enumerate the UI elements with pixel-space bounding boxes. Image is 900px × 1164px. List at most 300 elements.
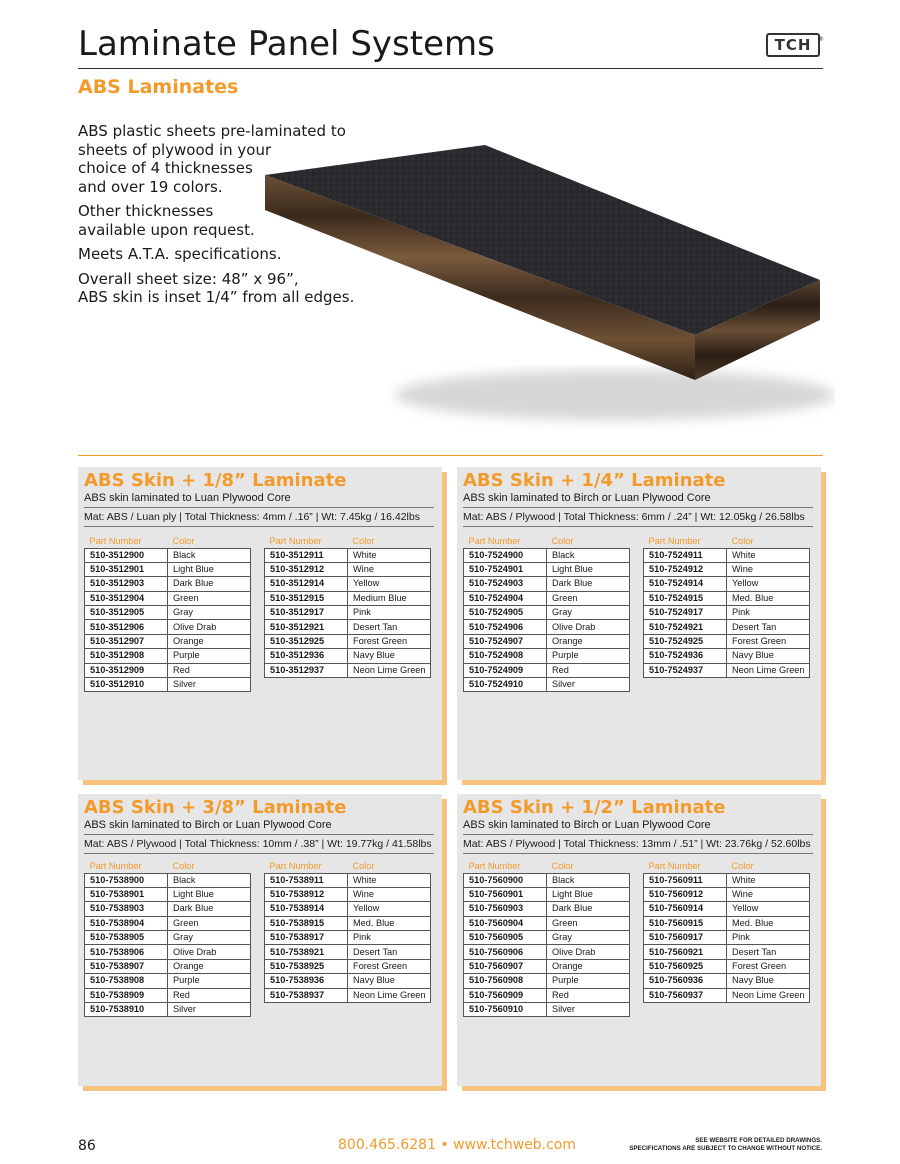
table-row (85, 577, 251, 591)
table-row (265, 988, 431, 1002)
table-row (265, 887, 431, 901)
parts-table-left (463, 860, 630, 1017)
table-row (464, 1003, 630, 1017)
part-number-cell: 510-7524921 (644, 620, 727, 634)
product-card-1-4 (457, 467, 821, 780)
table-row (85, 649, 251, 663)
table-row (644, 548, 810, 562)
color-cell: Neon Lime Green (727, 663, 810, 677)
part-number-cell: 510-7524917 (644, 606, 727, 620)
table-row (265, 916, 431, 930)
color-cell: Desert Tan (348, 620, 431, 634)
part-number-cell: 510-3512901 (85, 562, 168, 576)
table-row (85, 988, 251, 1002)
card-title: ABS Skin + 1/2” Laminate (463, 797, 726, 818)
card-material-spec: Mat: ABS / Plywood | Total Thickness: 6mm / .24” | Wt: 12.05kg / 26.58lbs (463, 511, 805, 523)
table-row (85, 620, 251, 634)
footer-note-line: SPECIFICATIONS ARE SUBJECT TO CHANGE WITHOUT NOTICE. (629, 1145, 822, 1152)
table-row (265, 562, 431, 576)
table-header-row (85, 535, 251, 548)
card-header (463, 797, 725, 831)
part-number-cell: 510-7560936 (644, 974, 727, 988)
card-header (463, 470, 725, 504)
part-number-cell: 510-3512903 (85, 577, 168, 591)
column-header-part-number: Part Number (648, 536, 701, 547)
part-number-cell: 510-3512914 (265, 577, 348, 591)
part-number-cell: 510-7560905 (464, 931, 547, 945)
color-cell: Silver (168, 678, 251, 692)
table-row (85, 959, 251, 973)
table-header-row (464, 860, 630, 873)
table-row (464, 974, 630, 988)
part-number-cell: 510-7538921 (265, 945, 348, 959)
part-number-cell: 510-7538900 (85, 873, 168, 887)
table-row (85, 902, 251, 916)
part-number-cell: 510-7560912 (644, 887, 727, 901)
color-cell: White (348, 873, 431, 887)
table-row (464, 634, 630, 648)
color-cell: Silver (168, 1003, 251, 1017)
card-material-spec: Mat: ABS / Plywood | Total Thickness: 10mm / .38” | Wt: 19.77kg / 41.58lbs (84, 838, 432, 850)
color-cell: Purple (547, 974, 630, 988)
table-row (85, 562, 251, 576)
footer-note-line: SEE WEBSITE FOR DETAILED DRAWINGS. (695, 1137, 822, 1144)
footer-contact: 800.465.6281 • www.tchweb.com (338, 1137, 577, 1153)
table-row (644, 577, 810, 591)
table-row (265, 931, 431, 945)
parts-table-right (643, 860, 810, 1003)
table-row (644, 620, 810, 634)
card-material-spec: Mat: ABS / Plywood | Total Thickness: 13mm / .51” | Wt: 23.76kg / 52.60lbs (463, 838, 811, 850)
intro-paragraph: Meets A.T.A. specifications. (78, 245, 282, 263)
part-number-cell: 510-7524903 (464, 577, 547, 591)
color-cell: Wine (727, 562, 810, 576)
column-header-color: Color (172, 861, 195, 872)
table-header-row (464, 535, 630, 548)
table-row (85, 945, 251, 959)
parts-table-left (463, 535, 630, 692)
table-row (85, 678, 251, 692)
part-number-cell: 510-3512910 (85, 678, 168, 692)
card-rule (84, 526, 434, 527)
color-cell: Olive Drab (547, 945, 630, 959)
table-row (644, 591, 810, 605)
intro-paragraph: Overall sheet size: 48” x 96”, ABS skin is inset 1/4” from all edges. (78, 269, 355, 306)
part-number-cell: 510-3512909 (85, 663, 168, 677)
part-number-cell: 510-7524936 (644, 649, 727, 663)
color-cell: Silver (547, 678, 630, 692)
color-cell: Light Blue (168, 887, 251, 901)
part-number-cell: 510-7524900 (464, 548, 547, 562)
part-number-cell: 510-7560921 (644, 945, 727, 959)
table-row (464, 663, 630, 677)
part-number-cell: 510-7538909 (85, 988, 168, 1002)
color-cell: Navy Blue (727, 974, 810, 988)
table-row (85, 916, 251, 930)
color-cell: Black (168, 873, 251, 887)
table-row (464, 678, 630, 692)
table-row (85, 663, 251, 677)
color-cell: White (727, 548, 810, 562)
table-row (644, 887, 810, 901)
color-cell: Desert Tan (727, 620, 810, 634)
table-row (85, 887, 251, 901)
table-row (464, 902, 630, 916)
card-rule (463, 853, 813, 854)
part-number-cell: 510-7538907 (85, 959, 168, 973)
table-header-row (85, 860, 251, 873)
color-cell: Light Blue (547, 887, 630, 901)
part-number-cell: 510-7560925 (644, 959, 727, 973)
color-cell: Neon Lime Green (727, 988, 810, 1002)
table-row (265, 945, 431, 959)
table-row (644, 606, 810, 620)
part-number-cell: 510-7538925 (265, 959, 348, 973)
part-number-cell: 510-7538901 (85, 887, 168, 901)
color-cell: Dark Blue (547, 577, 630, 591)
product-card-1-8 (78, 467, 442, 780)
column-header-color: Color (551, 861, 574, 872)
color-cell: Green (547, 916, 630, 930)
card-title: ABS Skin + 3/8” Laminate (84, 797, 347, 818)
color-cell: Dark Blue (168, 577, 251, 591)
color-cell: Orange (547, 634, 630, 648)
table-row (464, 887, 630, 901)
color-cell: Yellow (348, 577, 431, 591)
part-number-cell: 510-7524905 (464, 606, 547, 620)
table-row (85, 1003, 251, 1017)
table-row (85, 591, 251, 605)
color-cell: Yellow (348, 902, 431, 916)
part-number-cell: 510-7524907 (464, 634, 547, 648)
panel-shadow (395, 370, 835, 420)
color-cell: Desert Tan (348, 945, 431, 959)
color-cell: Orange (547, 959, 630, 973)
part-number-cell: 510-3512906 (85, 620, 168, 634)
part-number-cell: 510-7524912 (644, 562, 727, 576)
part-number-cell: 510-7560906 (464, 945, 547, 959)
part-number-cell: 510-7524937 (644, 663, 727, 677)
color-cell: Red (547, 988, 630, 1002)
color-cell: Light Blue (168, 562, 251, 576)
table-row (464, 548, 630, 562)
color-cell: Dark Blue (547, 902, 630, 916)
color-cell: Navy Blue (727, 649, 810, 663)
color-cell: Gray (547, 931, 630, 945)
color-cell: Neon Lime Green (348, 663, 431, 677)
intro-paragraph: Other thicknesses available upon request. (78, 202, 255, 239)
table-row (644, 634, 810, 648)
parts-table-right (643, 535, 810, 678)
table-row (644, 902, 810, 916)
color-cell: Green (168, 591, 251, 605)
table-row (265, 959, 431, 973)
column-header-color: Color (731, 861, 754, 872)
color-cell: Olive Drab (168, 945, 251, 959)
part-number-cell: 510-3512907 (85, 634, 168, 648)
color-cell: Gray (168, 606, 251, 620)
card-rule (84, 507, 434, 508)
part-number-cell: 510-7538937 (265, 988, 348, 1002)
color-cell: Red (547, 663, 630, 677)
product-card-3-8 (78, 794, 442, 1086)
table-row (644, 649, 810, 663)
column-header-part-number: Part Number (89, 536, 142, 547)
card-header (84, 797, 346, 831)
color-cell: Forest Green (727, 959, 810, 973)
part-number-cell: 510-7560910 (464, 1003, 547, 1017)
column-header-part-number: Part Number (89, 861, 142, 872)
part-number-cell: 510-7560911 (644, 873, 727, 887)
part-number-cell: 510-7538911 (265, 873, 348, 887)
part-number-cell: 510-7538908 (85, 974, 168, 988)
color-cell: Olive Drab (168, 620, 251, 634)
card-subtitle: ABS skin laminated to Birch or Luan Plywood Core (463, 819, 711, 831)
logo-trademark: ® (818, 36, 825, 43)
part-number-cell: 510-7524911 (644, 548, 727, 562)
page-title: Laminate Panel Systems (78, 24, 495, 64)
table-header-row (265, 535, 431, 548)
table-row (464, 562, 630, 576)
parts-table-left (84, 860, 251, 1017)
color-cell: Wine (348, 887, 431, 901)
table-row (85, 606, 251, 620)
table-row (265, 634, 431, 648)
color-cell: Silver (547, 1003, 630, 1017)
column-header-part-number: Part Number (648, 861, 701, 872)
table-row (464, 649, 630, 663)
part-number-cell: 510-3512937 (265, 663, 348, 677)
part-number-cell: 510-7524914 (644, 577, 727, 591)
part-number-cell: 510-3512915 (265, 591, 348, 605)
table-row (464, 959, 630, 973)
column-header-color: Color (172, 536, 195, 547)
logo-text: TCH (774, 36, 812, 54)
table-header-row (644, 535, 810, 548)
table-row (85, 974, 251, 988)
color-cell: Green (547, 591, 630, 605)
intro-paragraph: ABS plastic sheets pre-laminated to sheets of plywood in your choice of 4 thicknesses and over 19 colors. (78, 122, 346, 196)
part-number-cell: 510-3512912 (265, 562, 348, 576)
part-number-cell: 510-3512921 (265, 620, 348, 634)
color-cell: Wine (727, 887, 810, 901)
part-number-cell: 510-7538914 (265, 902, 348, 916)
color-cell: Red (168, 663, 251, 677)
part-number-cell: 510-7524915 (644, 591, 727, 605)
table-row (265, 663, 431, 677)
part-number-cell: 510-7538904 (85, 916, 168, 930)
part-number-cell: 510-3512917 (265, 606, 348, 620)
part-number-cell: 510-7560907 (464, 959, 547, 973)
color-cell: White (727, 873, 810, 887)
part-number-cell: 510-7560903 (464, 902, 547, 916)
color-cell: Navy Blue (348, 649, 431, 663)
parts-table-left (84, 535, 251, 692)
column-header-color: Color (731, 536, 754, 547)
column-header-color: Color (551, 536, 574, 547)
color-cell: Gray (547, 606, 630, 620)
part-number-cell: 510-7560908 (464, 974, 547, 988)
table-row (265, 873, 431, 887)
color-cell: Olive Drab (547, 620, 630, 634)
color-cell: Desert Tan (727, 945, 810, 959)
color-cell: Black (547, 548, 630, 562)
table-row (464, 591, 630, 605)
color-cell: Wine (348, 562, 431, 576)
table-row (265, 649, 431, 663)
color-cell: Med. Blue (348, 916, 431, 930)
table-row (85, 873, 251, 887)
table-row (265, 548, 431, 562)
table-row (644, 873, 810, 887)
table-row (265, 606, 431, 620)
column-header-part-number: Part Number (269, 861, 322, 872)
card-material-spec: Mat: ABS / Luan ply | Total Thickness: 4mm / .16” | Wt: 7.45kg / 16.42lbs (84, 511, 420, 523)
part-number-cell: 510-7524908 (464, 649, 547, 663)
table-row (265, 974, 431, 988)
card-subtitle: ABS skin laminated to Birch or Luan Plywood Core (463, 492, 711, 504)
color-cell: Med. Blue (727, 591, 810, 605)
table-row (265, 577, 431, 591)
column-header-part-number: Part Number (269, 536, 322, 547)
part-number-cell: 510-7538915 (265, 916, 348, 930)
part-number-cell: 510-3512936 (265, 649, 348, 663)
parts-table-right (264, 535, 431, 678)
page-number: 86 (78, 1138, 96, 1154)
color-cell: White (348, 548, 431, 562)
part-number-cell: 510-3512905 (85, 606, 168, 620)
part-number-cell: 510-3512904 (85, 591, 168, 605)
title-rule (78, 68, 823, 69)
color-cell: Black (168, 548, 251, 562)
color-cell: Yellow (727, 902, 810, 916)
parts-table-right (264, 860, 431, 1003)
product-card-1-2 (457, 794, 821, 1086)
part-number-cell: 510-3512908 (85, 649, 168, 663)
part-number-cell: 510-7560900 (464, 873, 547, 887)
table-row (644, 974, 810, 988)
card-rule (84, 834, 434, 835)
table-row (85, 548, 251, 562)
table-header-row (265, 860, 431, 873)
color-cell: Forest Green (727, 634, 810, 648)
table-row (265, 902, 431, 916)
table-row (644, 663, 810, 677)
table-row (644, 959, 810, 973)
color-cell: Navy Blue (348, 974, 431, 988)
part-number-cell: 510-3512911 (265, 548, 348, 562)
card-subtitle: ABS skin laminated to Birch or Luan Plywood Core (84, 819, 332, 831)
color-cell: Orange (168, 959, 251, 973)
part-number-cell: 510-7524901 (464, 562, 547, 576)
part-number-cell: 510-7538905 (85, 931, 168, 945)
table-row (464, 916, 630, 930)
column-header-part-number: Part Number (468, 536, 521, 547)
color-cell: Pink (348, 606, 431, 620)
card-rule (463, 507, 813, 508)
table-row (464, 620, 630, 634)
part-number-cell: 510-7524904 (464, 591, 547, 605)
table-row (464, 606, 630, 620)
table-row (644, 562, 810, 576)
part-number-cell: 510-7538936 (265, 974, 348, 988)
color-cell: Green (168, 916, 251, 930)
color-cell: Med. Blue (727, 916, 810, 930)
table-row (85, 634, 251, 648)
section-subtitle: ABS Laminates (78, 76, 239, 98)
part-number-cell: 510-7524909 (464, 663, 547, 677)
card-header (84, 470, 346, 504)
part-number-cell: 510-3512900 (85, 548, 168, 562)
color-cell: Pink (727, 606, 810, 620)
part-number-cell: 510-7538910 (85, 1003, 168, 1017)
part-number-cell: 510-7538917 (265, 931, 348, 945)
color-cell: Dark Blue (168, 902, 251, 916)
card-title: ABS Skin + 1/8” Laminate (84, 470, 347, 491)
color-cell: Gray (168, 931, 251, 945)
color-cell: Yellow (727, 577, 810, 591)
color-cell: Purple (547, 649, 630, 663)
color-cell: Medium Blue (348, 591, 431, 605)
footer-disclaimer (629, 1137, 822, 1153)
part-number-cell: 510-7560917 (644, 931, 727, 945)
color-cell: Pink (348, 931, 431, 945)
part-number-cell: 510-7560909 (464, 988, 547, 1002)
card-rule (84, 853, 434, 854)
table-row (644, 988, 810, 1002)
color-cell: Neon Lime Green (348, 988, 431, 1002)
part-number-cell: 510-7524906 (464, 620, 547, 634)
part-number-cell: 510-7538903 (85, 902, 168, 916)
table-row (644, 945, 810, 959)
card-subtitle: ABS skin laminated to Luan Plywood Core (84, 492, 291, 504)
part-number-cell: 510-3512925 (265, 634, 348, 648)
table-row (464, 931, 630, 945)
table-row (265, 591, 431, 605)
color-cell: Purple (168, 974, 251, 988)
part-number-cell: 510-7524925 (644, 634, 727, 648)
card-rule (463, 526, 813, 527)
table-row (644, 931, 810, 945)
color-cell: Purple (168, 649, 251, 663)
part-number-cell: 510-7524910 (464, 678, 547, 692)
table-header-row (644, 860, 810, 873)
section-divider (78, 455, 823, 456)
column-header-color: Color (352, 861, 375, 872)
card-rule (463, 834, 813, 835)
color-cell: Red (168, 988, 251, 1002)
table-row (85, 931, 251, 945)
color-cell: Pink (727, 931, 810, 945)
part-number-cell: 510-7538912 (265, 887, 348, 901)
column-header-part-number: Part Number (468, 861, 521, 872)
color-cell: Light Blue (547, 562, 630, 576)
color-cell: Forest Green (348, 959, 431, 973)
part-number-cell: 510-7538906 (85, 945, 168, 959)
table-row (464, 945, 630, 959)
table-row (265, 620, 431, 634)
tch-logo (766, 33, 825, 57)
part-number-cell: 510-7560914 (644, 902, 727, 916)
part-number-cell: 510-7560915 (644, 916, 727, 930)
table-row (464, 577, 630, 591)
card-title: ABS Skin + 1/4” Laminate (463, 470, 726, 491)
table-row (464, 873, 630, 887)
color-cell: Black (547, 873, 630, 887)
column-header-color: Color (352, 536, 375, 547)
intro-text (78, 122, 378, 313)
part-number-cell: 510-7560937 (644, 988, 727, 1002)
